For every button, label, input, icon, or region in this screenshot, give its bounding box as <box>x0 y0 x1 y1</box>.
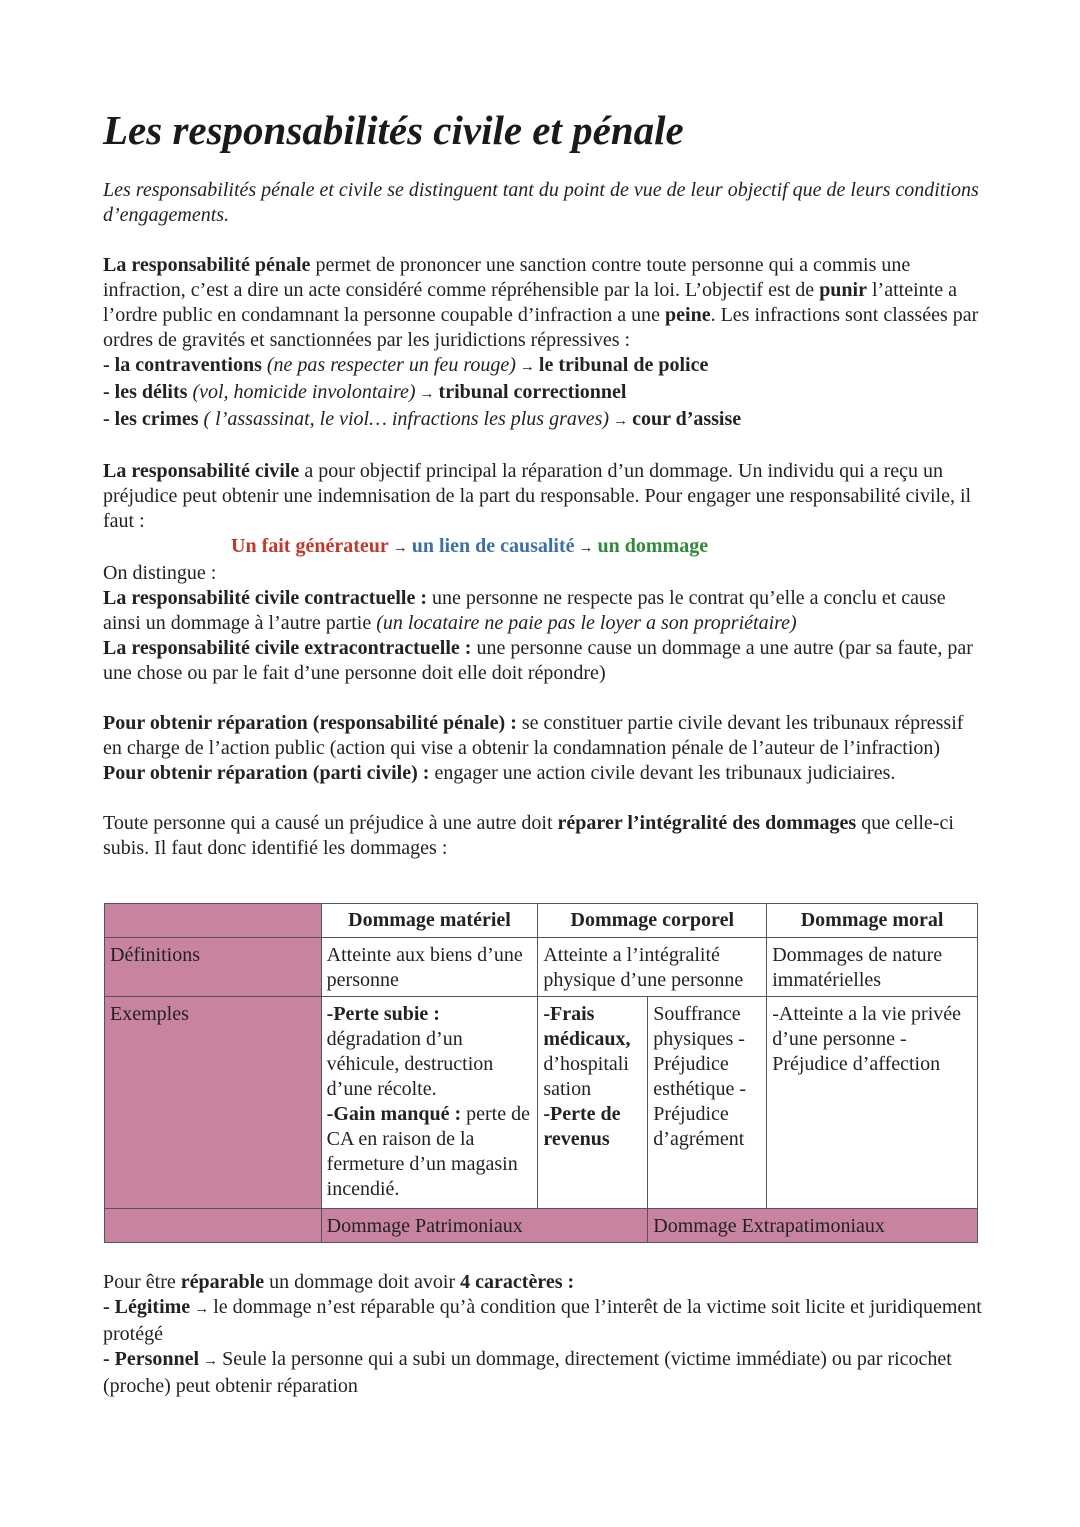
arrow-icon: → <box>392 540 408 556</box>
chain-dommage: un dommage <box>597 535 709 557</box>
chain-fait-generateur: Un fait générateur <box>231 535 389 557</box>
penale-punir: punir <box>819 279 867 301</box>
exemples-corporel-patrimonial: -Frais médicaux, d’hospitali sation -Perte de revenus <box>538 997 648 1209</box>
table-corner-cell <box>105 904 322 938</box>
page-title: Les responsabilités civile et pénale <box>103 107 684 153</box>
penale-paragraph <box>103 253 983 353</box>
reparation-civile-paragraph: Pour obtenir réparation (parti civile) : engager une action civile devant les tribunaux judiciaires. <box>103 762 896 784</box>
penale-text2: l’atteinte a l’ordre public en condamnant la personne coupable d’infraction a une <box>103 279 957 326</box>
dommages-intro-paragraph: Toute personne qui a causé un préjudice à une autre doit réparer l’intégralité des dommages que celle-ci subis. Il faut donc identifié les dommages : <box>103 812 954 859</box>
table-footer-row <box>105 1209 978 1243</box>
row-label-exemples: Exemples <box>105 997 322 1209</box>
definition-moral: Dommages de nature immatérielles <box>767 938 978 997</box>
definition-materiel: Atteinte aux biens d’une personne <box>321 938 538 997</box>
table-header-row <box>105 904 978 938</box>
footer-dommage-patrimoniaux: Dommage Patrimoniaux <box>321 1209 648 1243</box>
chain-lien-causalite: un lien de causalité <box>411 535 575 557</box>
civile-paragraph: La responsabilité civile a pour objectif principal la réparation d’un dommage. Un individu qui a reçu un préjudice peut obtenir une indemnisation de la part du responsable. Pour engager une responsabilité civile, il faut : <box>103 460 972 532</box>
reparable-intro: Pour être réparable un dommage doit avoir 4 caractères : <box>103 1271 575 1293</box>
header-dommage-corporel: Dommage corporel <box>538 904 767 938</box>
document-page <box>103 100 983 861</box>
footer-dommage-extrapatrimoniaux: Dommage Extrapatimoniaux <box>648 1209 978 1243</box>
arrow-icon: → <box>519 359 535 375</box>
reparable-item-legitime: - Légitime → le dommage n’est réparable qu’à condition que l’interêt de la victime soit licite et juridiquement protégé <box>103 1296 982 1345</box>
extracontractuelle-paragraph: La responsabilité civile extracontractuelle : une personne cause un dommage a une autre (par sa faute, par une chose ou par le fait d’une personne doit elle doit répondre) <box>103 637 973 684</box>
infraction-item-contravention: - la contraventions (ne pas respecter un feu rouge) → le tribunal de police <box>103 354 709 376</box>
header-dommage-moral: Dommage moral <box>767 904 978 938</box>
header-dommage-materiel: Dommage matériel <box>321 904 538 938</box>
civile-conditions-chain <box>103 534 983 561</box>
arrow-icon: → <box>203 1353 219 1369</box>
table-row-definitions <box>105 938 978 997</box>
arrow-icon: → <box>613 413 629 429</box>
reparable-section <box>103 1270 983 1399</box>
penale-text3: . Les infractions sont classées par ordres de gravités et sanctionnées par les juridictions répressives : <box>103 304 979 351</box>
dommages-table <box>104 903 978 1243</box>
penale-peine: peine <box>665 304 711 326</box>
arrow-icon: → <box>194 1301 210 1317</box>
distinguish-line: On distingue : <box>103 562 217 584</box>
exemples-corporel-extrapatrimonial: Souffrance physiques -Préjudice esthétique -Préjudice d’agrément <box>648 997 767 1209</box>
definition-corporel: Atteinte a l’intégralité physique d’une personne <box>538 938 767 997</box>
footer-corner-cell <box>105 1209 322 1243</box>
arrow-icon: → <box>419 386 435 402</box>
reparable-item-personnel: - Personnel → Seule la personne qui a subi un dommage, directement (victime immédiate) ou par ricochet (proche) peut obtenir réparation <box>103 1348 952 1397</box>
reparation-penale-paragraph: Pour obtenir réparation (responsabilité pénale) : se constituer partie civile devant les tribunaux répressif en charge de l’action public (action qui vise a obtenir la condamnation pénale de l’auteur de l’infraction) <box>103 712 964 759</box>
contractuelle-paragraph: La responsabilité civile contractuelle : une personne ne respecte pas le contrat qu’elle a conclu et cause ainsi un dommage à l’autre partie (un locataire ne paie pas le loyer a son propriétaire) <box>103 587 946 634</box>
infraction-item-crime: - les crimes ( l’assassinat, le viol… infractions les plus graves) → cour d’assise <box>103 408 742 430</box>
table-row-exemples <box>105 997 978 1209</box>
row-label-definitions: Définitions <box>105 938 322 997</box>
exemples-moral: -Atteinte a la vie privée d’une personne -Préjudice d’affection <box>767 997 978 1209</box>
intro-paragraph: Les responsabilités pénale et civile se distinguent tant du point de vue de leur objectif que de leurs conditions d’engagements. <box>103 179 979 226</box>
infraction-item-delit: - les délits (vol, homicide involontaire) → tribunal correctionnel <box>103 381 627 403</box>
civile-term: La responsabilité civile <box>103 460 300 482</box>
penale-text1: permet de prononcer une sanction contre toute personne qui a commis une infraction, c’est a dire un acte considéré comme répréhensible par la loi. L’objectif est de <box>103 254 911 301</box>
exemples-materiel: -Perte subie : dégradation d’un véhicule, destruction d’une récolte. -Gain manqué : perte de CA en raison de la fermeture d’un magasin incendié. <box>321 997 538 1209</box>
penale-term: La responsabilité pénale <box>103 254 311 276</box>
arrow-icon: → <box>578 540 594 556</box>
